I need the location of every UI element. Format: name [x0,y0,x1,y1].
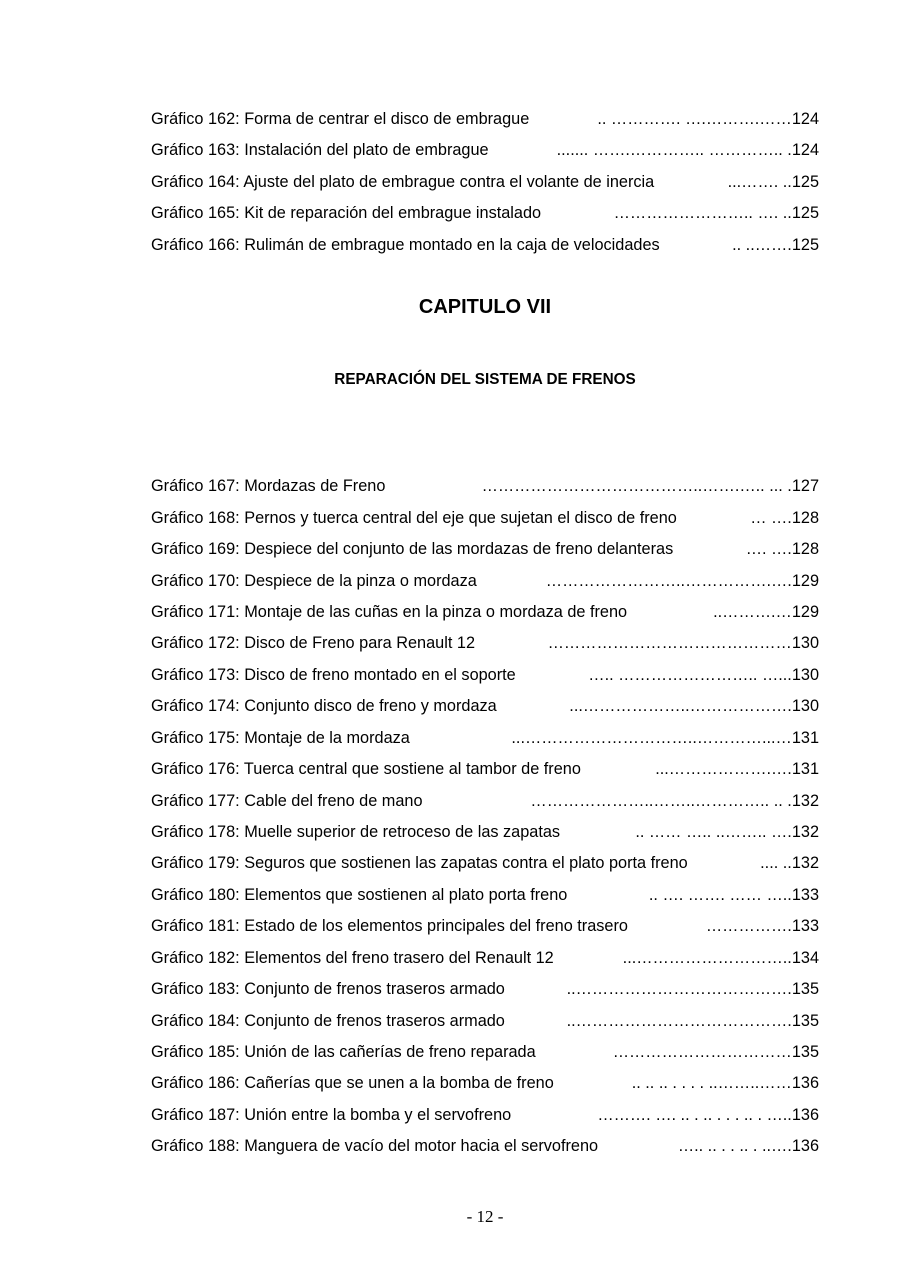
index-entry [151,139,819,161]
entry-label: Gráfico 179: Seguros que sostienen las zapatas contra el plato porta freno [151,854,688,872]
index-entry [151,947,819,969]
index-entry [151,475,819,497]
dot-leader: ...…………………………..…………...… [511,729,792,747]
entry-label: Gráfico 188: Manguera de vacío del motor hacia el servofreno [151,1137,599,1155]
index-entry [151,507,819,529]
dot-leader: .. …. ……. …… ….. [648,886,792,904]
index-entry [151,601,819,623]
page-number: - 12 - [466,1207,504,1226]
chapter-subtitle: REPARACIÓN DEL SISTEMA DE FRENOS [334,371,636,388]
entry-label: Gráfico 172: Disco de Freno para Renault 12 [151,634,475,652]
dot-leader: ……………………..…………….…. [545,572,792,590]
entry-page: 134 [791,949,819,967]
index-entry [151,1104,819,1126]
entry-page: 130 [791,666,819,684]
index-entry [151,202,819,224]
index-entry [151,695,819,717]
dot-leader: ……………………………………… [547,634,792,652]
entry-page: 124 [791,141,819,159]
entry-page: 136 [791,1137,819,1155]
entry-label: Gráfico 183: Conjunto de frenos traseros armado [151,980,505,998]
dot-leader: ...……………….…. [655,760,792,778]
dot-leader: ..…………………………………. [566,980,792,998]
dot-leader: …………………..……..………….. .. . [530,792,792,810]
entry-label: Gráfico 173: Disco de freno montado en el soporte [151,666,516,684]
dot-leader: …………………………… [612,1043,792,1061]
dot-leader: ..…………………………………. [566,1012,792,1030]
dot-leader: … …. [750,509,792,527]
dot-leader: ….. .. . . .. . ..…. [677,1137,792,1155]
entry-page: 129 [791,572,819,590]
entry-label: Gráfico 164: Ajuste del plato de embrague contra el volante de inercia [151,173,655,191]
entry-label: Gráfico 162: Forma de centrar el disco de embrague [151,110,530,128]
dot-leader: ………. …. .. . .. . . . .. . ….. [597,1106,792,1124]
entry-page: 133 [791,886,819,904]
dot-leader: ...……………………….. [622,949,792,967]
entry-page: 129 [791,603,819,621]
entry-page: 125 [791,173,819,191]
dot-leader: .. …………. ….……….…… [597,110,792,128]
entry-label: Gráfico 181: Estado de los elementos principales del freno trasero [151,917,628,935]
dot-leader: ...……. .. [727,173,792,191]
entry-page: 135 [791,980,819,998]
dot-leader: ..……….… [713,603,792,621]
index-entry [151,884,819,906]
entry-label: Gráfico 171: Montaje de las cuñas en la pinza o mordaza de freno [151,603,628,621]
dot-leader: ……………. [705,917,792,935]
dot-leader: .... .. [760,854,792,872]
index-entry [151,727,819,749]
index-entry [151,978,819,1000]
index-entry [151,171,819,193]
entry-label: Gráfico 187: Unión entre la bomba y el servofreno [151,1106,512,1124]
entry-page: 128 [791,509,819,527]
entry-label: Gráfico 186: Cañerías que se unen a la bomba de freno [151,1074,554,1092]
dot-leader: ….. …………………….. …... [588,666,792,684]
entry-label: Gráfico 185: Unión de las cañerías de freno reparada [151,1043,536,1061]
index-entry [151,570,819,592]
entry-label: Gráfico 166: Rulimán de embrague montado en la caja de velocidades [151,236,660,254]
index-entry [151,790,819,812]
index-entry [151,538,819,560]
dot-leader: .. …… ….. ..…….. …. [635,823,792,841]
index-entry [151,1041,819,1063]
index-entry [151,632,819,654]
entry-label: Gráfico 165: Kit de reparación del embrague instalado [151,204,542,222]
index-entry [151,1072,819,1094]
entry-page: 130 [791,697,819,715]
entry-page: 130 [791,634,819,652]
entry-page: 135 [791,1043,819,1061]
entry-label: Gráfico 163: Instalación del plato de embrague [151,141,489,159]
dot-leader: .. .. .. . . . . ..……..…… [631,1074,792,1092]
index-entry [151,664,819,686]
entry-page: 132 [791,854,819,872]
dot-leader: ...………………..………………. [569,697,792,715]
entry-page: 127 [791,477,819,495]
entry-label: Gráfico 167: Mordazas de Freno [151,477,386,495]
entry-label: Gráfico 175: Montaje de la mordaza [151,729,410,747]
entry-label: Gráfico 169: Despiece del conjunto de las mordazas de freno delanteras [151,540,674,558]
entry-page: 131 [791,729,819,747]
index-entry [151,1135,819,1157]
entry-page: 128 [791,540,819,558]
entry-page: 136 [791,1074,819,1092]
entry-label: Gráfico 168: Pernos y tuerca central del eje que sujetan el disco de freno [151,509,677,527]
entry-label: Gráfico 178: Muelle superior de retroceso de las zapatas [151,823,561,841]
entry-page: 132 [791,823,819,841]
dot-leader: …………………………………..…….….. ... . [481,477,792,495]
entry-label: Gráfico 184: Conjunto de frenos traseros armado [151,1012,505,1030]
entry-label: Gráfico 176: Tuerca central que sostiene al tambor de freno [151,760,581,778]
index-entry [151,234,819,256]
index-entry [151,915,819,937]
entry-page: 125 [791,204,819,222]
entry-label: Gráfico 180: Elementos que sostienen al plato porta freno [151,886,568,904]
chapter-title: CAPITULO VII [418,296,552,318]
entry-page: 125 [791,236,819,254]
entry-page: 136 [791,1106,819,1124]
dot-leader: .. ..……. [732,236,792,254]
entry-label: Gráfico 170: Despiece de la pinza o mordaza [151,572,477,590]
index-entry [151,758,819,780]
index-entry [151,852,819,874]
entry-page: 133 [791,917,819,935]
entry-page: 131 [791,760,819,778]
index-entry [151,821,819,843]
dot-leader: ....... …….………….. ………….. . [556,141,792,159]
index-entry [151,108,819,130]
entry-page: 132 [791,792,819,810]
index-entry [151,1010,819,1032]
entry-page: 124 [791,110,819,128]
dot-leader: …………………….. …. .. [613,204,792,222]
entry-label: Gráfico 177: Cable del freno de mano [151,792,423,810]
entry-page: 135 [791,1012,819,1030]
entry-label: Gráfico 174: Conjunto disco de freno y mordaza [151,697,497,715]
dot-leader: …. …. [745,540,792,558]
entry-label: Gráfico 182: Elementos del freno trasero del Renault 12 [151,949,554,967]
